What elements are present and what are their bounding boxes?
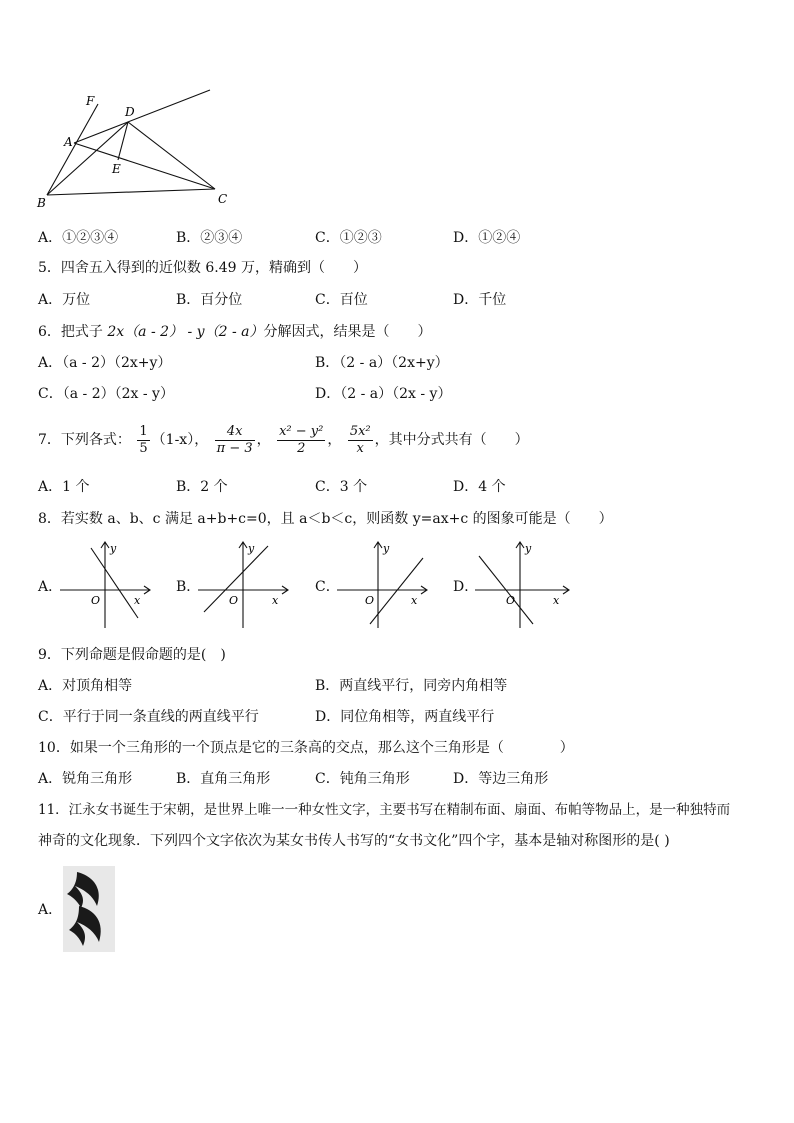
q5-option-d[interactable]: D．千位: [453, 292, 507, 308]
label-C: C: [218, 192, 228, 206]
q8-a-y-label: y: [110, 542, 117, 555]
q11-stem-line-2: 神奇的文化现象．下列四个文字依次为某女书传人书写的“女书文化”四个字，基本是轴对称图形的是( ): [38, 833, 670, 849]
q7-f3-den: 2: [297, 440, 306, 456]
q8-graph-d[interactable]: [473, 538, 573, 630]
label-B: B: [37, 196, 46, 210]
q8-c-y-label: y: [383, 542, 390, 555]
q9-option-c[interactable]: C．平行于同一条直线的两直线平行: [38, 709, 259, 725]
q7-sep-2: ，: [256, 432, 271, 448]
q7-sep-3: ，: [327, 432, 342, 448]
q7-f2-den: π − 3: [216, 440, 253, 456]
q5-option-a[interactable]: A．万位: [38, 292, 91, 308]
q8-option-a-label[interactable]: A．: [38, 579, 63, 595]
q9-option-a[interactable]: A．对顶角相等: [38, 678, 133, 694]
q8-graph-c[interactable]: [335, 538, 435, 630]
q8-stem: 8．若实数 a、b、c 满足 a+b+c=0，且 a＜b＜c，则函数 y=ax+c 的图象可能是（ ）: [38, 511, 613, 527]
q4-option-d[interactable]: D．①②④: [453, 230, 521, 246]
triangle-figure: [30, 85, 260, 215]
nushu-character-image[interactable]: [63, 866, 115, 952]
q6-stem: [38, 323, 431, 341]
q10-option-c[interactable]: C．钝角三角形: [315, 771, 410, 787]
q8-a-origin: O: [91, 594, 101, 607]
q8-d-y-label: y: [525, 542, 532, 555]
q4-option-b[interactable]: B．②③④: [176, 230, 243, 246]
q10-option-a[interactable]: A．锐角三角形: [38, 771, 133, 787]
q7-f3-num: x² − y²: [279, 423, 324, 439]
q6-option-c[interactable]: C．（a - 2）（2x - y）: [38, 386, 174, 402]
q5-option-b[interactable]: B．百分位: [176, 292, 243, 308]
q10-option-d[interactable]: D．等边三角形: [453, 771, 549, 787]
q8-option-b-label[interactable]: B．: [176, 579, 201, 595]
q8-option-c-label[interactable]: C．: [315, 579, 340, 595]
q7-stem: [38, 419, 529, 461]
q8-b-x-label: x: [272, 594, 279, 607]
q6-option-d[interactable]: D．（2 - a）（2x - y）: [315, 386, 452, 402]
q5-option-c[interactable]: C．百位: [315, 292, 368, 308]
q8-option-d-label[interactable]: D．: [453, 579, 479, 595]
q6-stem-expression: 2x（a - 2） - y（2 - a）: [107, 324, 264, 340]
q7-f1-den: 5: [139, 440, 148, 456]
q7-option-a[interactable]: A．1 个: [38, 479, 90, 495]
q11-stem-line-1: 11．江永女书诞生于宋朝，是世界上唯一一种女性文字，主要书写在精制布面、扇面、布帕等物品上，是一种独特而: [38, 802, 731, 818]
q7-prefix: 7．下列各式：: [38, 432, 131, 448]
q8-graph-a[interactable]: [58, 538, 158, 630]
q7-option-c[interactable]: C．3 个: [315, 479, 368, 495]
q9-stem: 9．下列命题是假命题的是( ): [38, 647, 226, 663]
label-F: F: [86, 94, 95, 108]
q7-fraction-3: [277, 424, 325, 457]
q6-stem-suffix: 分解因式，结果是（ ）: [263, 324, 432, 340]
q4-option-a[interactable]: A．①②③④: [38, 230, 119, 246]
q7-f1-tail: （1-x），: [151, 432, 209, 448]
q8-c-x-label: x: [411, 594, 418, 607]
q8-d-origin: O: [506, 594, 516, 607]
q6-option-a[interactable]: A．（a - 2）（2x+y）: [38, 355, 172, 371]
q7-suffix: ，其中分式共有（ ）: [374, 432, 529, 448]
q9-option-d[interactable]: D．同位角相等，两直线平行: [315, 709, 495, 725]
q6-stem-prefix: 6．把式子: [38, 324, 108, 340]
q10-option-b[interactable]: B．直角三角形: [176, 771, 271, 787]
label-A: A: [64, 135, 73, 149]
q8-a-x-label: x: [134, 594, 141, 607]
q7-f1-num: 1: [139, 423, 148, 439]
q7-f4-num: 5x²: [349, 423, 371, 439]
q10-stem: 10．如果一个三角形的一个顶点是它的三条高的交点，那么这个三角形是（ ）: [38, 740, 574, 756]
q8-graph-b[interactable]: [196, 538, 296, 630]
q4-option-c[interactable]: C．①②③: [315, 230, 382, 246]
q8-c-origin: O: [365, 594, 375, 607]
q7-option-b[interactable]: B．2 个: [176, 479, 228, 495]
q7-fraction-1: [137, 424, 149, 457]
q5-stem: 5．四舍五入得到的近似数 6.49 万，精确到（ ）: [38, 260, 367, 276]
q7-fraction-4: [348, 424, 373, 457]
q11-option-a-label[interactable]: A．: [38, 902, 63, 918]
q7-f2-num: 4x: [215, 424, 255, 441]
q6-option-b[interactable]: B．（2 - a）（2x+y）: [315, 355, 449, 371]
q8-d-x-label: x: [553, 594, 560, 607]
label-D: D: [125, 105, 135, 119]
label-E: E: [112, 162, 121, 176]
q8-b-origin: O: [229, 594, 239, 607]
q9-option-b[interactable]: B．两直线平行，同旁内角相等: [315, 678, 508, 694]
q7-option-d[interactable]: D．4 个: [453, 479, 506, 495]
q7-fraction-2: [215, 424, 255, 457]
q8-b-y-label: y: [248, 542, 255, 555]
q7-f4-den: x: [356, 440, 364, 456]
